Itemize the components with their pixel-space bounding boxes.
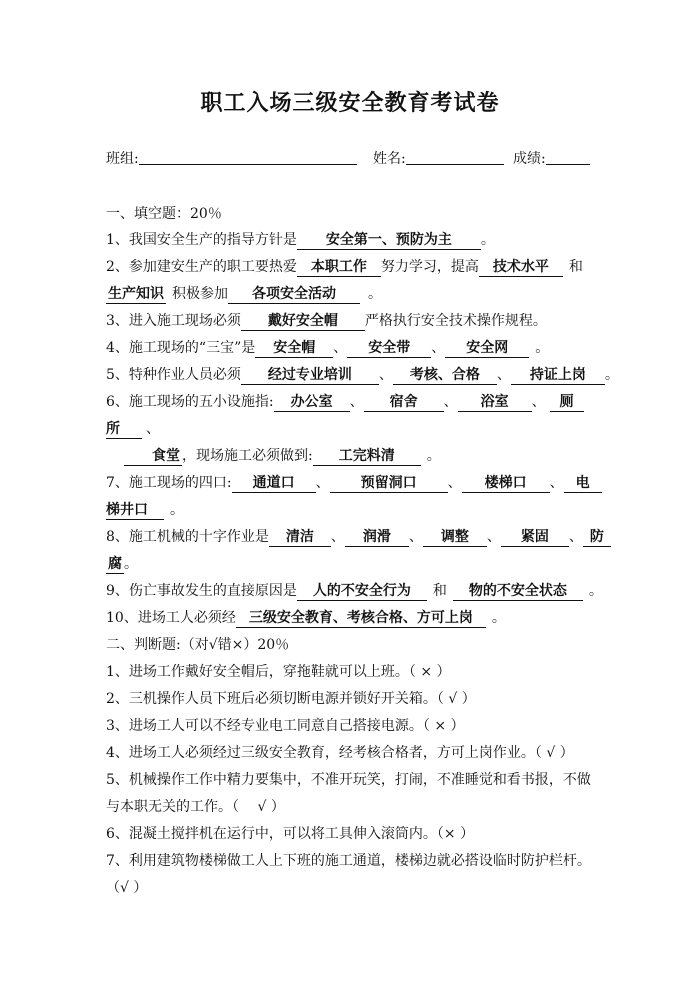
question-9: 9、伤亡事故发生的直接原因是 人的不安全行为 和 物的不安全状态 。 [106, 583, 603, 599]
answer: 安全帽 [255, 340, 333, 358]
answer: 持证上岗 [511, 367, 605, 385]
answer: 清洁 [269, 529, 331, 547]
section2-heading: 二、判断题:（对√错×）20％ [106, 637, 290, 653]
question-1: 1、我国安全生产的指导方针是 安全第一、预防为主 。 [106, 232, 495, 248]
class-field [106, 148, 357, 168]
question-8: 8、施工机械的十字作业是 清洁 、 润滑 、 调整 、 紧固 、 防 [106, 526, 611, 547]
answer: 本职工作 [297, 259, 381, 277]
answer: 三级安全教育、考核合格、方可上岗 [236, 610, 486, 628]
answer: 办公室 [274, 394, 350, 412]
question-5: 5、特种作业人员必须 经过专业培训 、 考核、合格 、 持证上岗 。 [106, 367, 619, 383]
answer: 物的不安全状态 [453, 583, 583, 601]
page-title: 职工入场三级安全教育考试卷 [200, 91, 500, 116]
judgment-item: 4、进场工人必须经过三级安全教育，经考核合格者，方可上岗作业。（ √ ） [106, 745, 574, 761]
class-blank[interactable] [139, 149, 357, 165]
judgment-item: 5、机械操作工作中精力要集中，不准开玩笑，打闹，不准睡觉和看书报，不做 [106, 772, 591, 788]
question-6: 6、施工现场的五小设施指: 办公室 、 宿舍 、 浴室 、 厕 [106, 391, 584, 412]
judgment-item: 3、进场工人可以不经专业电工同意自己搭接电源。（ × ） [106, 718, 465, 734]
answer: 厕 [550, 394, 584, 412]
judgment-item-cont: （√ ） [106, 880, 148, 896]
answer: 电 [564, 475, 602, 493]
answer: 通道口 [232, 475, 316, 493]
name-blank[interactable] [406, 149, 504, 165]
answer: 预留洞口 [330, 475, 448, 493]
judgment-item: 7、利用建筑物楼梯做工人上下班的施工通道，楼梯边就必搭设临时防护栏杆。 [106, 853, 591, 869]
judgment-item: 1、进场工作戴好安全帽后，穿拖鞋就可以上班。（ × ） [106, 664, 451, 680]
answer: 经过专业培训 [241, 367, 379, 385]
answer: 安全网 [445, 340, 529, 358]
answer: 所 [106, 421, 142, 439]
answer: 楼梯口 [462, 475, 550, 493]
answer: 宿舍 [364, 394, 444, 412]
question-2-cont: 生产知识 积极参加 各项安全活动 。 [108, 286, 382, 302]
answer: 浴室 [458, 394, 532, 412]
question-10: 10、进场工人必须经 三级安全教育、考核合格、方可上岗 。 [106, 610, 506, 626]
answer: 润滑 [345, 529, 409, 547]
question-6-cont: 所 、 [106, 421, 160, 437]
answer: 各项安全活动 [228, 286, 360, 304]
answer: 工完料清 [313, 448, 421, 466]
class-label: 班组: [106, 151, 139, 167]
answer: 腐 [108, 556, 122, 572]
answer: 防 [583, 529, 611, 547]
name-label: 姓名: [373, 151, 406, 167]
question-8-cont: 腐 。 [108, 556, 138, 572]
score-blank[interactable] [546, 149, 590, 165]
question-7-cont: 梯井口 。 [106, 502, 184, 518]
section1-heading: 一、填空题：20％ [106, 206, 222, 222]
name-field [373, 148, 504, 168]
score-label: 成绩: [513, 151, 546, 167]
question-2: 2、参加建安生产的职工要热爱 本职工作 努力学习，提高 技术水平 和 [106, 259, 583, 275]
answer: 梯井口 [106, 502, 164, 520]
question-4: 4、施工现场的“三宝”是 安全帽 、 安全带 、 安全网 。 [106, 340, 550, 356]
answer: 安全第一、预防为主 [297, 232, 481, 250]
answer: 安全带 [347, 340, 431, 358]
answer: 技术水平 [479, 259, 563, 277]
judgment-item: 2、三机操作人员下班后必须切断电源并锁好开关箱。（ √ ） [106, 691, 476, 707]
judgment-item: 6、混凝土搅拌机在运行中，可以将工具伸入滚筒内。（× ） [106, 826, 475, 842]
answer: 生产知识 [108, 286, 164, 302]
score-field [513, 148, 590, 168]
answer: 调整 [423, 529, 487, 547]
question-3: 3、进入施工现场必须 戴好安全帽 严格执行安全技术操作规程。 [106, 313, 547, 329]
judgment-item-cont: 与本职无关的工作。（ √ ） [106, 799, 285, 815]
answer: 人的不安全行为 [297, 583, 427, 601]
question-6-cont2: 食堂 ，现场施工必须做到: 工完料清 。 [106, 445, 441, 466]
answer: 紧固 [501, 529, 569, 547]
answer: 食堂 [124, 448, 182, 466]
question-7: 7、施工现场的四口: 通道口 、 预留洞口 、 楼梯口 、 电 [106, 472, 602, 493]
answer: 戴好安全帽 [241, 313, 365, 331]
answer: 考核、合格 [393, 367, 497, 385]
